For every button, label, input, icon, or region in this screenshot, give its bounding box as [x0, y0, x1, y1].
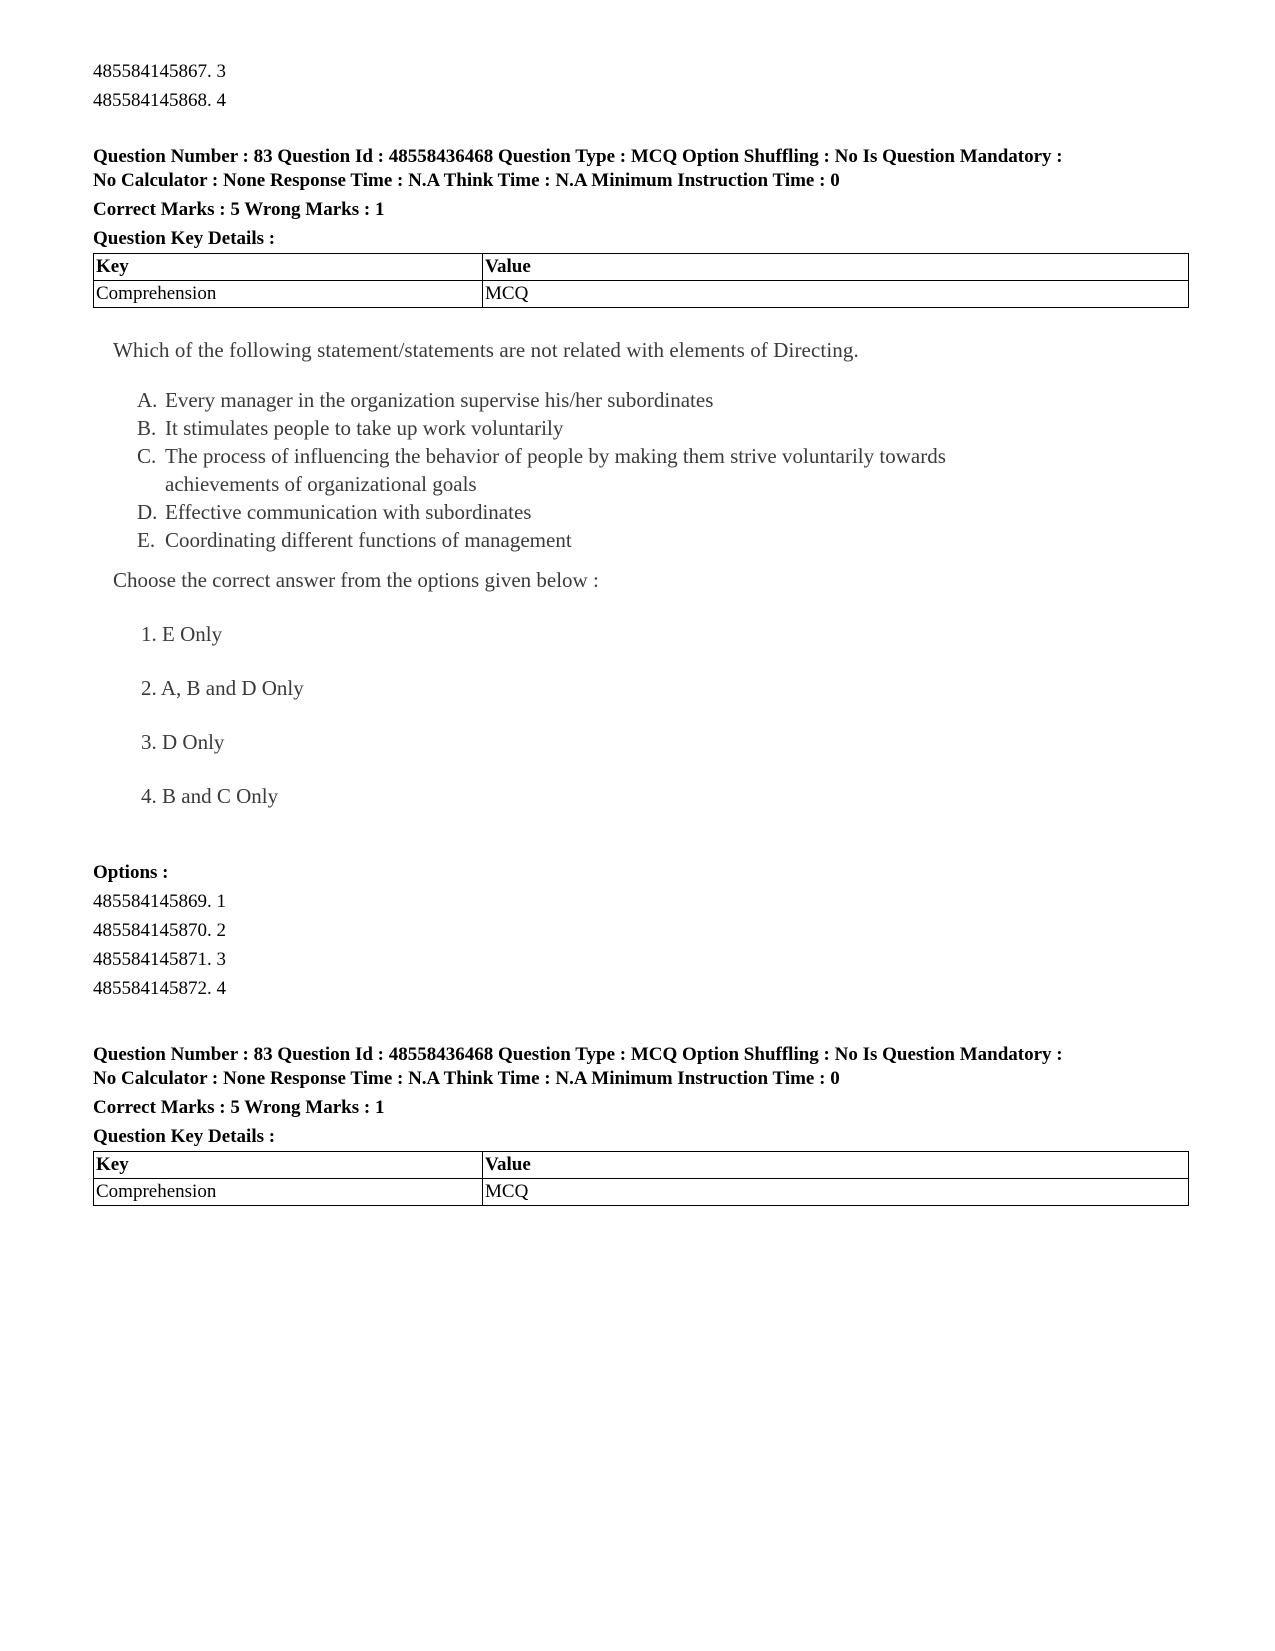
option-id: 485584145872: [93, 978, 207, 999]
table-header-key: Key: [94, 254, 483, 281]
statement-label: A.: [137, 388, 158, 412]
option-line: 485584145869. 1: [93, 891, 226, 912]
statement-text: It stimulates people to take up work voluntarily: [165, 416, 564, 440]
option-id: 485584145870: [93, 920, 207, 941]
statement-text: Effective communication with subordinates: [165, 500, 532, 524]
option-line: 485584145872. 4: [93, 978, 226, 999]
statement-label: D.: [137, 500, 158, 524]
option-number: 2: [216, 920, 226, 941]
question-block: [93, 1043, 1189, 1206]
table-cell-value: MCQ: [483, 281, 1189, 308]
option-number: 3: [216, 949, 226, 970]
option-number: 4: [216, 90, 226, 111]
table-cell-key: Comprehension: [94, 1179, 483, 1206]
statement-item: [137, 498, 531, 526]
option-id: 485584145867: [93, 61, 207, 82]
option-id: 485584145871: [93, 949, 207, 970]
statement-continuation: achievements of organizational goals: [165, 472, 477, 496]
question-meta-line: Question Number : 83 Question Id : 48558436468 Question Type : MCQ Option Shuffling : No Is Question Mandatory :: [93, 1044, 1063, 1065]
table-header-value: Value: [483, 254, 1189, 281]
statement-text: The process of influencing the behavior of people by making them strive voluntarily towards: [165, 444, 946, 468]
previous-options: [93, 57, 1189, 115]
table-cell-key: Comprehension: [94, 281, 483, 308]
key-value-table: [93, 1151, 1189, 1206]
question-block: [93, 145, 1189, 1003]
document-page: [93, 0, 1189, 1206]
statement-label: C.: [137, 444, 157, 468]
option-id: 485584145869: [93, 891, 207, 912]
statement-item: [137, 386, 713, 414]
key-details-label: Question Key Details :: [93, 228, 276, 249]
table-row: [94, 1179, 1189, 1206]
option-line: 485584145868. 4: [93, 90, 226, 111]
table-header-row: [94, 254, 1189, 281]
marks-line: Correct Marks : 5 Wrong Marks : 1: [93, 1097, 385, 1118]
table-header-value: Value: [483, 1152, 1189, 1179]
statement-text: Every manager in the organization supervise his/her subordinates: [165, 388, 714, 412]
option-line: 485584145870. 2: [93, 920, 226, 941]
answer-choice: 1. E Only: [141, 622, 223, 646]
table-header-row: [94, 1152, 1189, 1179]
question-image: [113, 326, 1113, 836]
option-line: 485584145871. 3: [93, 949, 226, 970]
statement-label: B.: [137, 416, 157, 440]
statement-item: [137, 526, 572, 554]
table-row: [94, 281, 1189, 308]
options-label: Options :: [93, 862, 169, 883]
options-section: [93, 858, 1189, 1003]
answer-choice: 2. A, B and D Only: [141, 676, 304, 700]
table-cell-value: MCQ: [483, 1179, 1189, 1206]
option-number: 1: [216, 891, 226, 912]
statement-text: Coordinating different functions of management: [165, 528, 572, 552]
choose-instruction: Choose the correct answer from the options given below :: [113, 568, 599, 592]
option-id: 485584145868: [93, 90, 207, 111]
answer-choice: 4. B and C Only: [141, 784, 279, 808]
option-number: 4: [216, 978, 226, 999]
statement-item: [137, 442, 946, 498]
statement-item: [137, 414, 563, 442]
marks-line: Correct Marks : 5 Wrong Marks : 1: [93, 199, 385, 220]
question-stem: Which of the following statement/statements are not related with elements of Directing.: [113, 338, 859, 362]
statement-label: E.: [137, 528, 156, 552]
question-meta-line: Question Number : 83 Question Id : 48558436468 Question Type : MCQ Option Shuffling : No Is Question Mandatory :: [93, 146, 1063, 167]
key-value-table: [93, 253, 1189, 308]
question-meta-line: No Calculator : None Response Time : N.A Think Time : N.A Minimum Instruction Time : 0: [93, 170, 840, 191]
option-line: 485584145867. 3: [93, 61, 226, 82]
option-number: 3: [216, 61, 226, 82]
answer-choice: 3. D Only: [141, 730, 225, 754]
key-details-label: Question Key Details :: [93, 1126, 276, 1147]
question-meta-line: No Calculator : None Response Time : N.A Think Time : N.A Minimum Instruction Time : 0: [93, 1068, 840, 1089]
table-header-key: Key: [94, 1152, 483, 1179]
